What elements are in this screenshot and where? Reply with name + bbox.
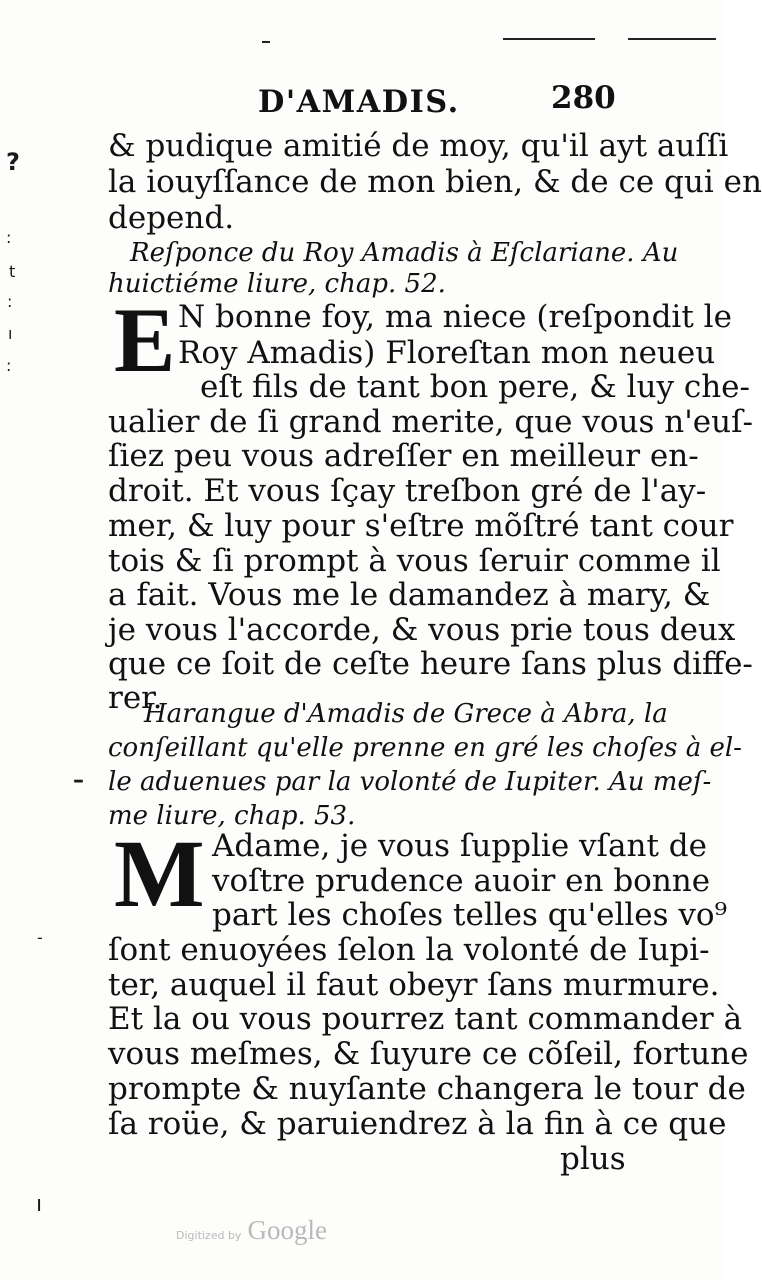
margin-mark: : <box>6 356 12 375</box>
text-line: mer, & luy pour s'eſtre mõſtré tant cour <box>108 508 734 544</box>
text-line: je vous l'accorde, & vous prie tous deux <box>108 612 736 648</box>
text-line: Et la ou vous pourrez tant commander à <box>108 1001 743 1037</box>
text-line: rer. <box>108 680 163 716</box>
text-line: N bonne foy, ma niece (reſpondit le <box>178 299 732 335</box>
text-line: vous meſmes, & ſuyure ce cõſeil, fortune <box>108 1036 749 1072</box>
margin-mark: ? <box>6 148 20 176</box>
section-heading-line: me liure, chap. 53. <box>108 801 356 831</box>
catchword: plus <box>560 1141 626 1177</box>
text-line: Roy Amadis) Floreſtan mon neueu <box>178 335 716 371</box>
top-mark <box>262 41 270 43</box>
margin-mark: – <box>73 768 84 793</box>
text-line: part les choſes telles qu'elles vo⁹ <box>212 897 728 933</box>
text-line: voſtre prudence auoir en bonne <box>212 863 711 899</box>
section-heading-line: Reſponce du Roy Amadis à Eſclariane. Au <box>130 238 679 268</box>
section-heading-line: conſeillant qu'elle prenne en gré les choſes à el- <box>108 733 742 763</box>
digitization-watermark <box>176 1215 327 1246</box>
section-heading-line: huictiéme liure, chap. 52. <box>108 269 446 299</box>
top-rule <box>503 38 595 40</box>
text-line: eſt fils de tant bon pere, & luy che- <box>200 369 750 405</box>
text-line: & pudique amitié de moy, qu'il ayt auſſi <box>108 128 729 164</box>
margin-mark: - <box>37 928 43 947</box>
margin-mark: ı <box>8 324 13 343</box>
drop-cap-m: M <box>114 820 205 927</box>
top-rule <box>628 38 716 40</box>
page-number: 280 <box>551 80 616 116</box>
text-line: droit. Et vous ſçay treſbon gré de l'ay- <box>108 473 707 509</box>
text-line: la iouyſſance de mon bien, & de ce qui en <box>108 164 762 200</box>
text-line: a fait. Vous me le damandez à mary, & <box>108 577 711 613</box>
text-line: ualier de ſi grand merite, que vous n'euſ- <box>108 404 754 440</box>
text-line: tois & ſi prompt à vous ſeruir comme il <box>108 543 721 579</box>
text-line: ter, auquel il faut obeyr ſans murmure. <box>108 967 720 1003</box>
margin-mark: : <box>6 228 12 247</box>
text-line: prompte & nuyſante changera le tour de <box>108 1071 746 1107</box>
section-heading-line: Harangue d'Amadis de Grece à Abra, la <box>144 699 668 729</box>
margin-mark: ı <box>36 1192 43 1217</box>
running-title: D'AMADIS. <box>258 84 460 120</box>
text-line: ſont enuoyées ſelon la volonté de Iupi- <box>108 932 710 968</box>
google-wordmark: Google <box>247 1215 327 1245</box>
text-line: ſa roüe, & paruiendrez à la fin à ce que <box>108 1106 727 1142</box>
text-line: depend. <box>108 200 235 236</box>
text-line: ſiez peu vous adreſſer en meilleur en- <box>108 438 699 474</box>
section-heading-line: le aduenues par la volonté de Iupiter. Au meſ- <box>108 767 712 797</box>
drop-cap-e: E <box>114 289 176 391</box>
margin-mark: : <box>7 292 13 311</box>
text-line: Adame, je vous ſupplie vſant de <box>212 828 707 864</box>
digitized-by-label: Digitized by <box>176 1229 242 1242</box>
text-line: que ce ſoit de ceſte heure ſans plus diffe- <box>108 646 753 682</box>
margin-mark: t <box>9 262 16 281</box>
